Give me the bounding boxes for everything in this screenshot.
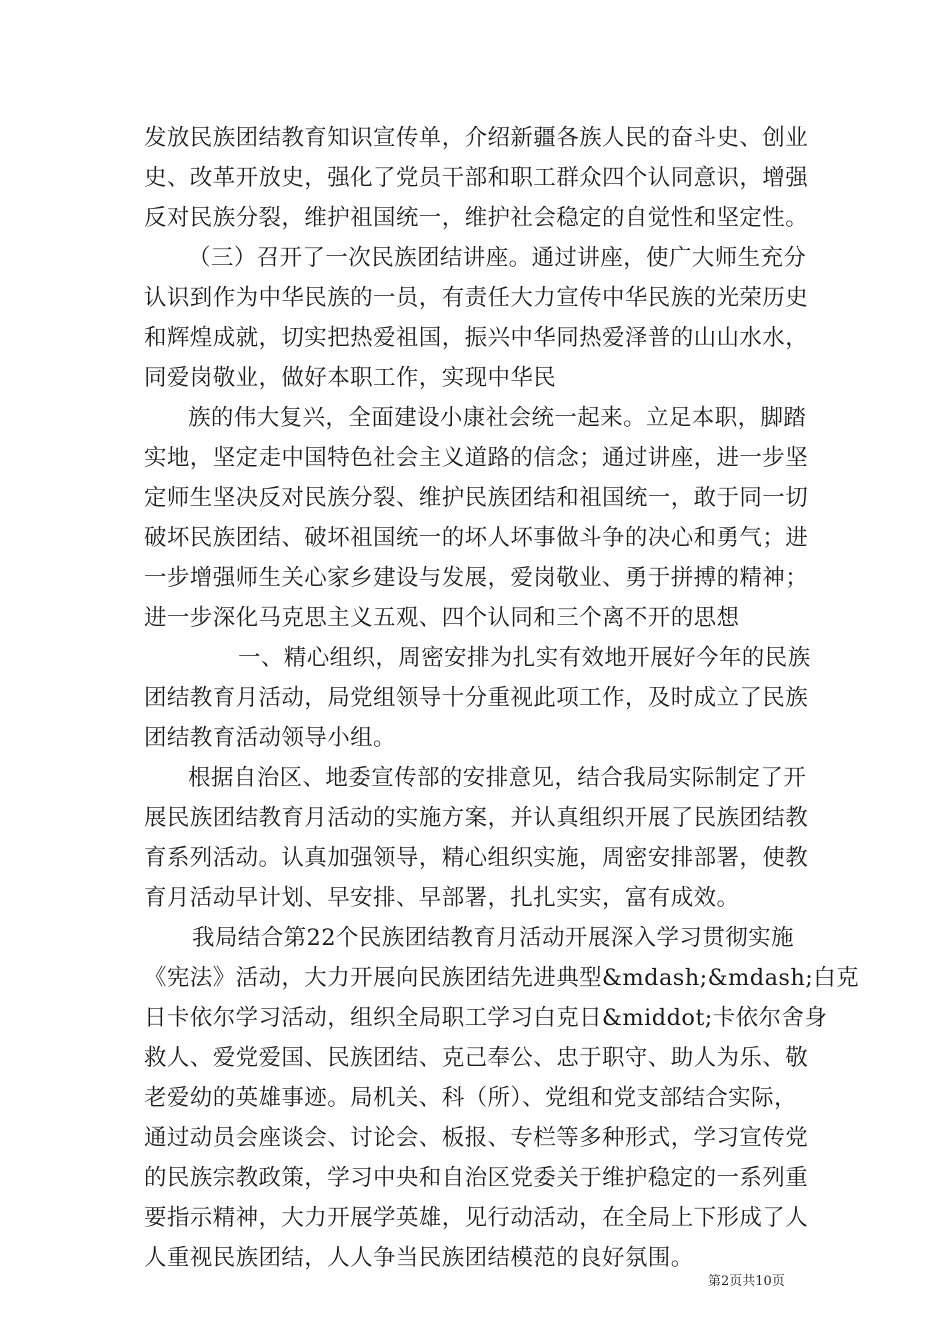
text-line: 发放民族团结教育知识宣传单，介绍新疆各族人民的奋斗史、创业 [144, 125, 809, 151]
text-line: 反对民族分裂，维护祖国统一，维护社会稳定的自觉性和坚定性。 [144, 205, 809, 231]
text-line: 通过动员会座谈会、讨论会、板报、专栏等多种形式，学习宣传党 [144, 1125, 809, 1151]
text-line: 老爱幼的英雄事迹。局机关、科（所）、党组和党支部结合实际， [144, 1085, 797, 1111]
text-line: 定师生坚决反对民族分裂、维护民族团结和祖国统一，敢于同一切 [144, 485, 809, 511]
text-line: 团结教育活动领导小组。 [144, 725, 396, 751]
text-line: 同爱岗敬业，做好本职工作，实现中华民 [144, 365, 557, 391]
text-line: 日卡依尔学习活动，组织全局职工学习白克日&middot;卡依尔舍身 [144, 1005, 828, 1031]
text-line: 救人、爱党爱国、民族团结、克己奉公、忠于职守、助人为乐、敬 [144, 1045, 809, 1071]
text-line-indented: 族的伟大复兴，全面建设小康社会统一起来。立足本职，脚踏 [188, 405, 807, 431]
text-line: 的民族宗教政策，学习中央和自治区党委关于维护稳定的一系列重 [144, 1165, 809, 1191]
text-line: 育系列活动。认真加强领导，精心组织实施，周密安排部署，使教 [144, 845, 809, 871]
text-line: 《宪法》活动，大力开展向民族团结先进典型&mdash;&mdash;白克 [144, 965, 859, 991]
text-line-indented: 根据自治区、地委宣传部的安排意见，结合我局实际制定了开 [188, 765, 807, 791]
text-line: 进一步深化马克思主义五观、四个认同和三个离不开的思想 [144, 605, 740, 631]
text-line: 史、改革开放史，强化了党员干部和职工群众四个认同意识，增强 [144, 165, 809, 191]
text-line-indented: 我局结合第22个民族团结教育月活动开展深入学习贯彻实施 [192, 925, 794, 951]
text-line: 人重视民族团结，人人争当民族团结模范的良好氛围。 [144, 1245, 694, 1271]
text-line-indented: 一、精心组织，周密安排为扎实有效地开展好今年的民族 [238, 645, 811, 671]
page-number: 第2页共10页 [708, 1274, 785, 1289]
text-line: 育月活动早计划、早安排、早部署，扎扎实实，富有成效。 [144, 885, 740, 911]
text-line: 团结教育月活动，局党组领导十分重视此项工作，及时成立了民族 [144, 685, 809, 711]
text-line: 破坏民族团结、破坏祖国统一的坏人坏事做斗争的决心和勇气；进 [144, 525, 809, 551]
text-line: 认识到作为中华民族的一员，有责任大力宣传中华民族的光荣历史 [144, 285, 809, 311]
text-line: 和辉煌成就，切实把热爱祖国，振兴中华同热爱泽普的山山水水， [144, 325, 809, 351]
text-line: 实地，坚定走中国特色社会主义道路的信念；通过讲座，进一步坚 [144, 445, 809, 471]
text-line: 要指示精神，大力开展学英雄，见行动活动，在全局上下形成了人 [144, 1205, 809, 1231]
text-line: 一步增强师生关心家乡建设与发展，爱岗敬业、勇于拼搏的精神； [144, 565, 809, 591]
text-line: 展民族团结教育月活动的实施方案，并认真组织开展了民族团结教 [144, 805, 809, 831]
text-line-indented: （三）召开了一次民族团结讲座。通过讲座，使广大师生充分 [188, 245, 807, 271]
